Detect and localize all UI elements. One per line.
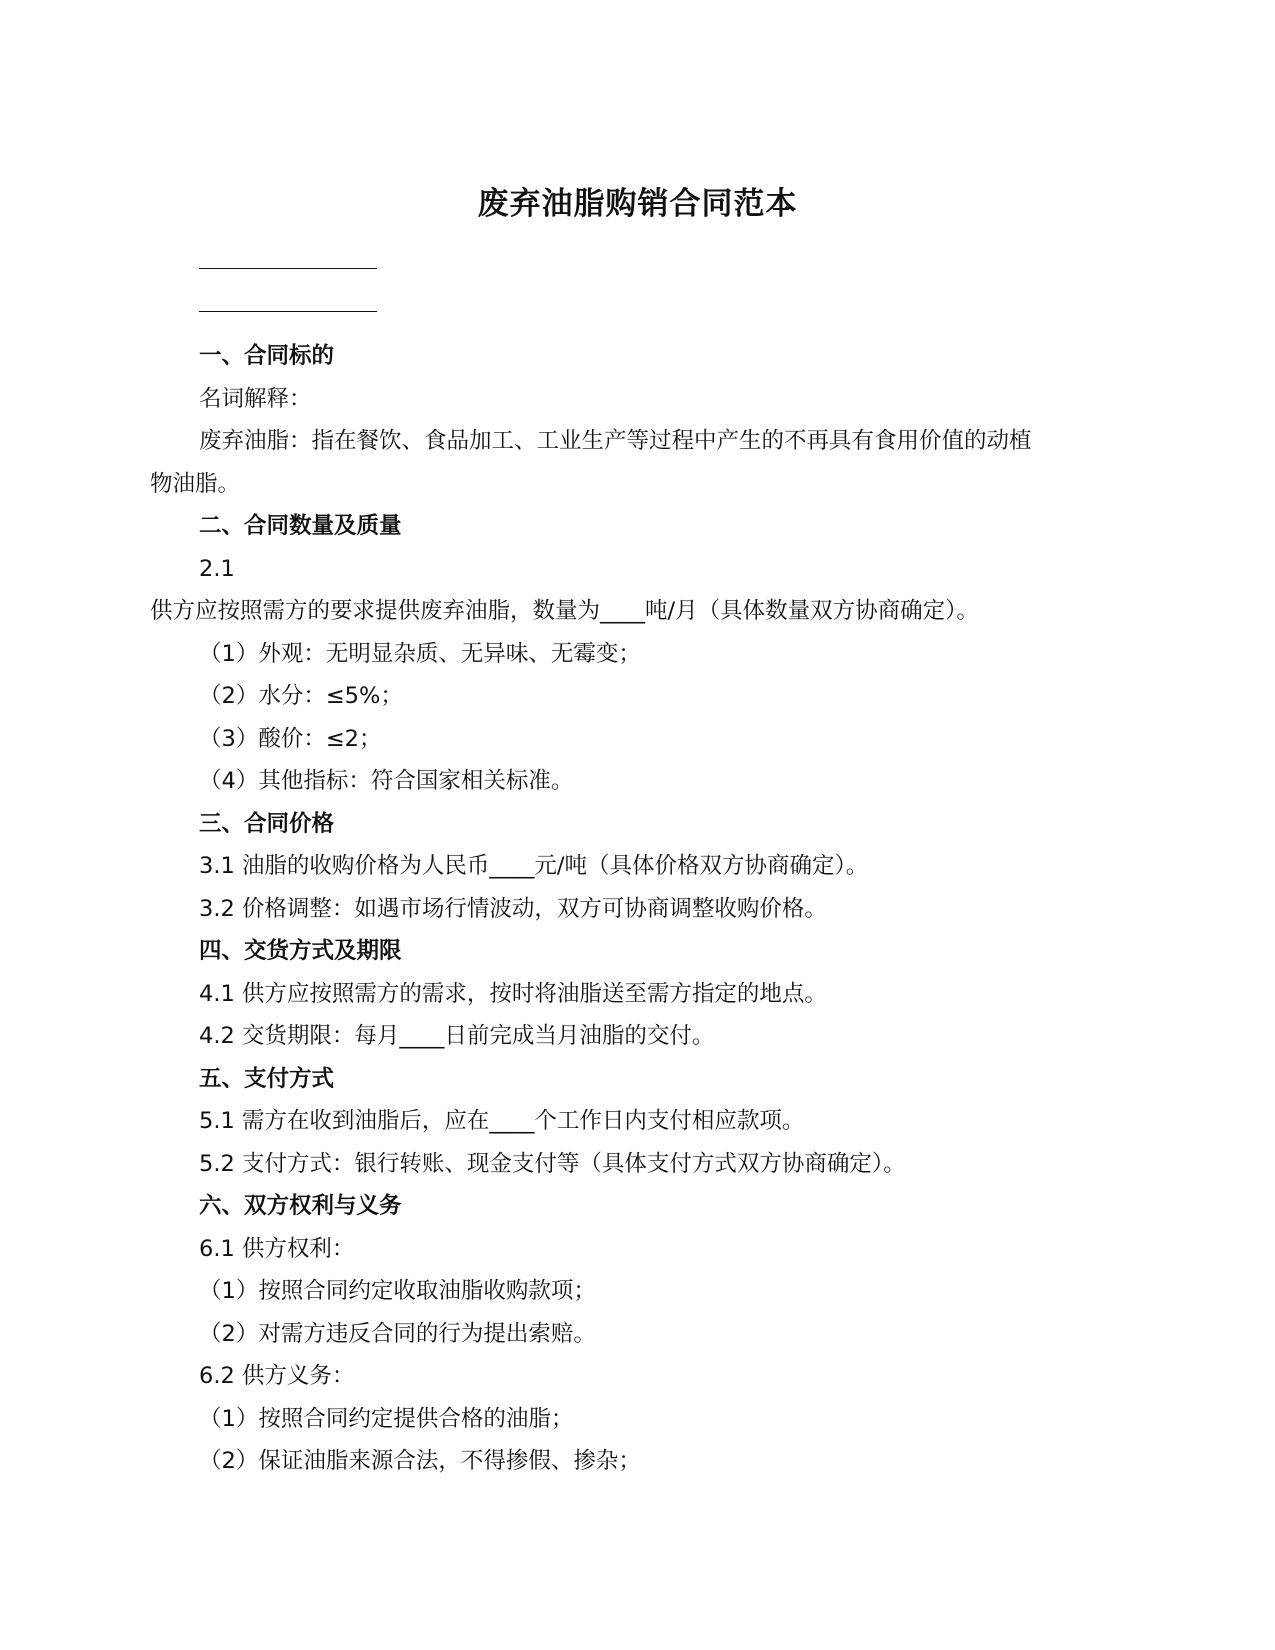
paragraph-line: （3）酸价：≤2； <box>199 725 382 752</box>
paragraph-line: 3.1 油脂的收购价格为人民币____元/吨（具体价格双方协商确定）。 <box>199 853 869 879</box>
paragraph-line: 4.1 供方应按照需方的需求，按时将油脂送至需方指定的地点。 <box>199 980 827 1007</box>
paragraph-line: 6.1 供方权利： <box>199 1235 355 1262</box>
paragraph-line: 6.2 供方义务： <box>199 1363 355 1389</box>
paragraph-line: 3.2 价格调整：如遇市场行情波动，双方可协商调整收购价格。 <box>199 895 827 922</box>
blank-line-2 <box>150 293 1130 336</box>
paragraph-line: 供方应按照需方的要求提供废弃油脂，数量为____吨/月（具体数量双方协商确定）。 <box>150 598 979 624</box>
paragraph-line: 2.1 <box>199 555 235 582</box>
underline-rule <box>199 268 377 269</box>
underline-rule <box>199 311 377 312</box>
paragraph-line: 5.1 需方在收到油脂后，应在____个工作日内支付相应款项。 <box>199 1108 805 1134</box>
section-heading: 四、交货方式及期限 <box>199 938 402 964</box>
paragraph-line: （1）按照合同约定提供合格的油脂； <box>199 1405 574 1432</box>
paragraph-line: （2）水分：≤5%； <box>199 683 403 709</box>
blank-line-1 <box>150 250 1130 293</box>
paragraph-line: （4）其他指标：符合国家相关标准。 <box>199 768 574 794</box>
paragraph-line: （2）对需方违反合同的行为提出索赔。 <box>199 1320 596 1347</box>
paragraph-line: （1）外观：无明显杂质、无异味、无霉变； <box>199 640 641 667</box>
paragraph-line: （2）保证油脂来源合法，不得掺假、掺杂； <box>199 1448 641 1474</box>
section-heading: 六、双方权利与义务 <box>199 1193 402 1219</box>
document-body <box>150 250 1130 1483</box>
section-heading: 三、合同价格 <box>199 810 335 837</box>
section-heading: 二、合同数量及质量 <box>199 513 402 539</box>
section-heading: 一、合同标的 <box>199 343 335 369</box>
document-title: 废弃油脂购销合同范本 <box>477 186 798 222</box>
paragraph-line: 4.2 交货期限：每月____日前完成当月油脂的交付。 <box>199 1023 715 1049</box>
paragraph-line: 废弃油脂：指在餐饮、食品加工、工业生产等过程中产生的不再具有食用价值的动植 <box>199 428 1032 454</box>
paragraph-line: 5.2 支付方式：银行转账、现金支付等（具体支付方式双方协商确定）。 <box>199 1150 906 1177</box>
paragraph-line: 物油脂。 <box>150 470 241 497</box>
paragraph-line: 名词解释： <box>199 385 312 412</box>
section-heading: 五、支付方式 <box>199 1065 335 1092</box>
paragraph-line: （1）按照合同约定收取油脂收购款项； <box>199 1278 596 1304</box>
